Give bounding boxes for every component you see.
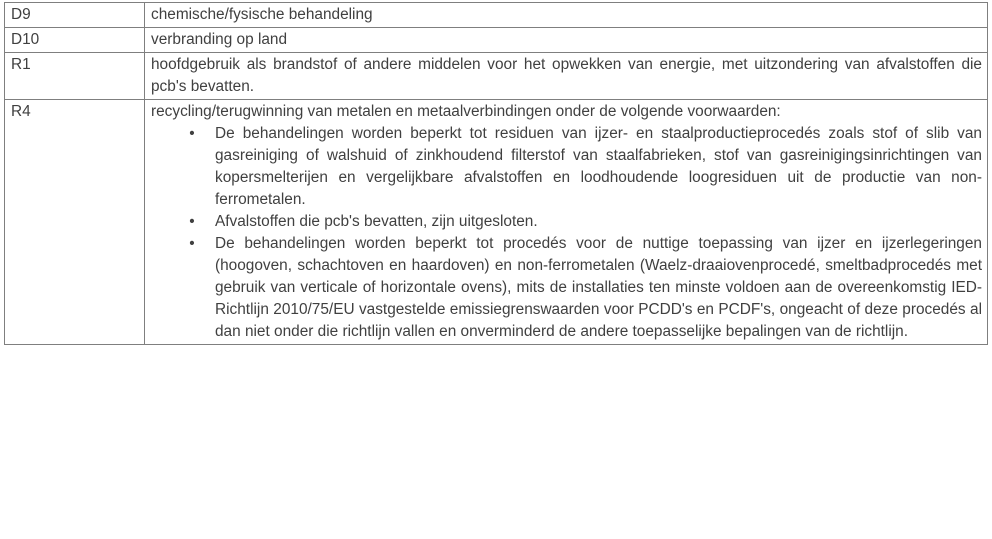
bullet-icon: • [189, 235, 195, 252]
operation-code: R4 [5, 100, 145, 345]
operation-code: R1 [5, 53, 145, 100]
operation-description: hoofdgebruik als brandstof of andere middelen voor het opwekken van energie, met uitzondering van afvalstoffen die pcb's bevatten. [145, 53, 988, 100]
conditions-list [151, 123, 982, 343]
list-item [189, 123, 982, 211]
bullet-icon: • [189, 213, 195, 230]
table-row [5, 100, 988, 345]
condition-text: Afvalstoffen die pcb's bevatten, zijn uitgesloten. [215, 213, 538, 230]
operation-description-cell [145, 100, 988, 345]
list-item [189, 233, 982, 343]
list-item [189, 211, 982, 233]
operation-description: chemische/fysische behandeling [145, 3, 988, 28]
operations-table [4, 2, 988, 345]
condition-text: De behandelingen worden beperkt tot procedés voor de nuttige toepassing van ijzer en ijzerlegeringen (hoogoven, schachtoven en haardoven) en non-ferrometalen (Waelz-draaiovenprocedé, smeltbadprocedés met gebruik van verticale of horizontale ovens), mits de installaties ten minste voldoen aan de overeenkomstig IED-Richtlijn 2010/75/EU vastgestelde emissiegrenswaarden voor PCDD's en PCDF's, ongeacht of deze procedés al dan niet onder die richtlijn vallen en onverminderd de andere toepasselijke bepalingen van de richtlijn. [215, 235, 982, 340]
table-row [5, 53, 988, 100]
table-row [5, 28, 988, 53]
condition-text: De behandelingen worden beperkt tot residuen van ijzer- en staalproductieprocedés zoals stof of slib van gasreiniging of walshuid of zinkhoudend filterstof van staalfabrieken, stof van gasreinigingsinrichtingen van kopersmelterijen en vergelijkbare afvalstoffen en loodhoudende loogresiduen uit de productie van non-ferrometalen. [215, 125, 982, 208]
operation-code: D10 [5, 28, 145, 53]
table-row [5, 3, 988, 28]
operation-code: D9 [5, 3, 145, 28]
operation-description: verbranding op land [145, 28, 988, 53]
bullet-icon: • [189, 125, 195, 142]
operation-description: recycling/terugwinning van metalen en metaalverbindingen onder de volgende voorwaarden: [151, 103, 781, 120]
